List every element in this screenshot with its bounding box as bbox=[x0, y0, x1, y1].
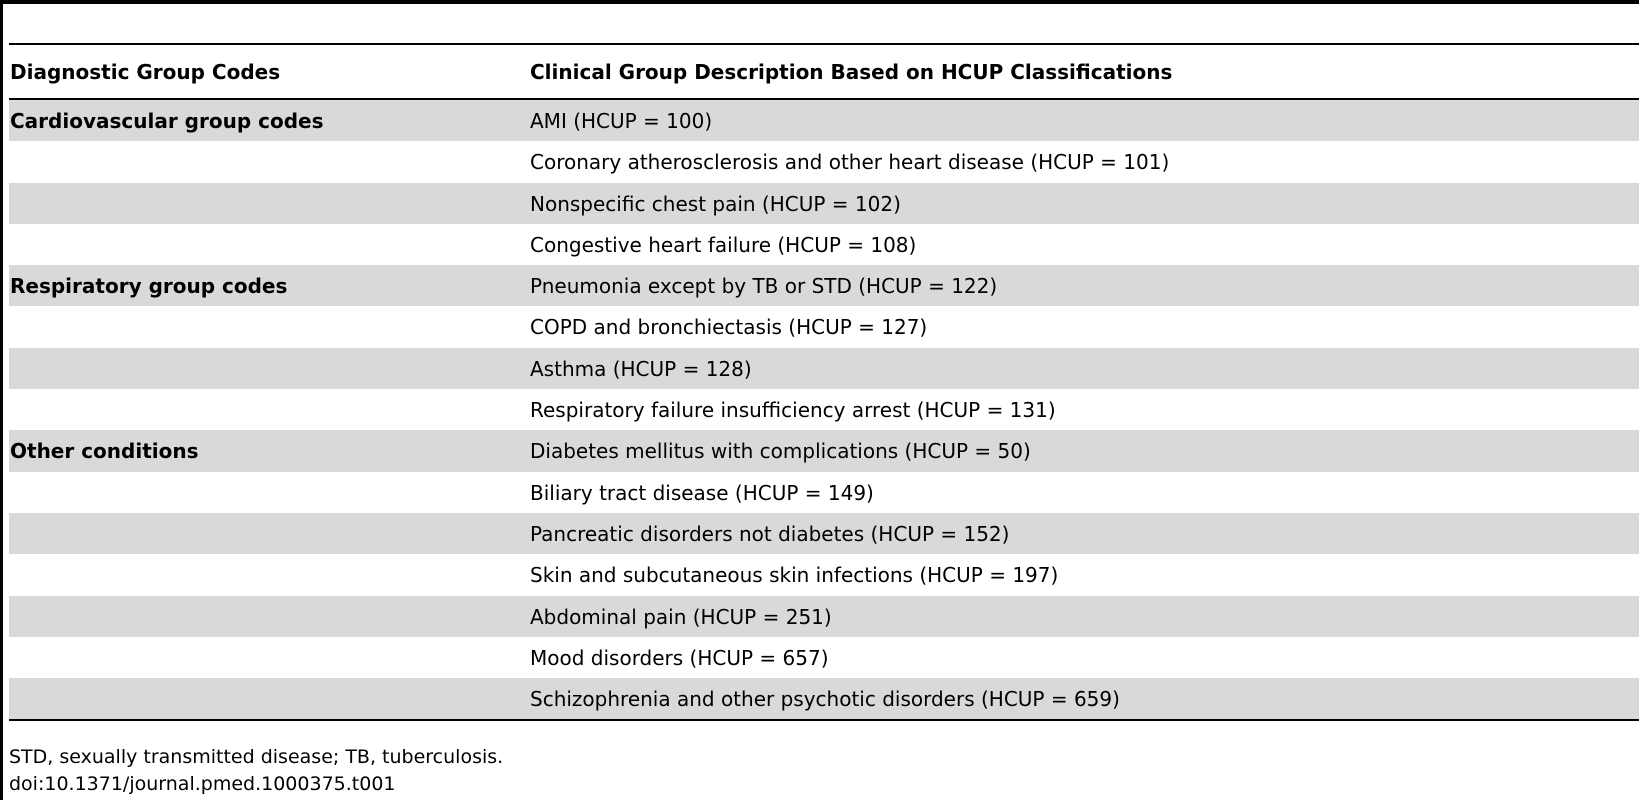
abbreviations-footnote: STD, sexually transmitted disease; TB, tuberculosis. bbox=[9, 746, 504, 768]
group-cell: Cardiovascular group codes bbox=[10, 109, 324, 133]
group-cell: Respiratory group codes bbox=[10, 274, 288, 299]
table-row bbox=[9, 306, 1639, 347]
data-table bbox=[9, 43, 1639, 721]
table-row bbox=[9, 596, 1639, 637]
description-cell: Pneumonia except by TB or STD (HCUP = 122) bbox=[530, 274, 998, 299]
table-row bbox=[9, 678, 1639, 719]
page-top-rule bbox=[0, 0, 1639, 4]
description-cell: Schizophrenia and other psychotic disorders (HCUP = 659) bbox=[530, 687, 1120, 712]
description-cell: Asthma (HCUP = 128) bbox=[530, 356, 752, 381]
table-row bbox=[9, 100, 1639, 141]
description-cell: Respiratory failure insufficiency arrest (HCUP = 131) bbox=[530, 398, 1056, 423]
table-row bbox=[9, 389, 1639, 430]
description-cell: Nonspecific chest pain (HCUP = 102) bbox=[530, 191, 901, 216]
description-cell: Mood disorders (HCUP = 657) bbox=[530, 645, 829, 670]
description-cell: Diabetes mellitus with complications (HCUP = 50) bbox=[530, 439, 1031, 464]
description-cell: Coronary atherosclerosis and other heart disease (HCUP = 101) bbox=[530, 150, 1170, 175]
table-row bbox=[9, 554, 1639, 595]
table-row bbox=[9, 183, 1639, 224]
table-row bbox=[9, 348, 1639, 389]
description-cell: COPD and bronchiectasis (HCUP = 127) bbox=[530, 315, 928, 340]
table-row bbox=[9, 430, 1639, 471]
table-row bbox=[9, 141, 1639, 182]
description-cell: Biliary tract disease (HCUP = 149) bbox=[530, 480, 874, 505]
table-row bbox=[9, 224, 1639, 265]
description-cell: Congestive heart failure (HCUP = 108) bbox=[530, 232, 917, 257]
table-row bbox=[9, 513, 1639, 554]
group-cell: Other conditions bbox=[10, 439, 199, 464]
description-cell: AMI (HCUP = 100) bbox=[530, 109, 713, 133]
table-header-row bbox=[9, 45, 1639, 98]
description-cell: Pancreatic disorders not diabetes (HCUP = 152) bbox=[530, 521, 1010, 546]
table-row bbox=[9, 472, 1639, 513]
doi-footnote: doi:10.1371/journal.pmed.1000375.t001 bbox=[9, 773, 396, 795]
description-cell: Skin and subcutaneous skin infections (HCUP = 197) bbox=[530, 563, 1059, 588]
table-row bbox=[9, 637, 1639, 678]
page-left-border bbox=[0, 0, 3, 800]
header-diagnostic-group-codes: Diagnostic Group Codes bbox=[10, 60, 281, 84]
header-clinical-group-description: Clinical Group Description Based on HCUP Classifications bbox=[530, 60, 1173, 84]
description-cell: Abdominal pain (HCUP = 251) bbox=[530, 604, 832, 629]
table-row bbox=[9, 265, 1639, 306]
table-bottom-rule bbox=[9, 719, 1639, 721]
table-footnotes bbox=[9, 744, 503, 798]
